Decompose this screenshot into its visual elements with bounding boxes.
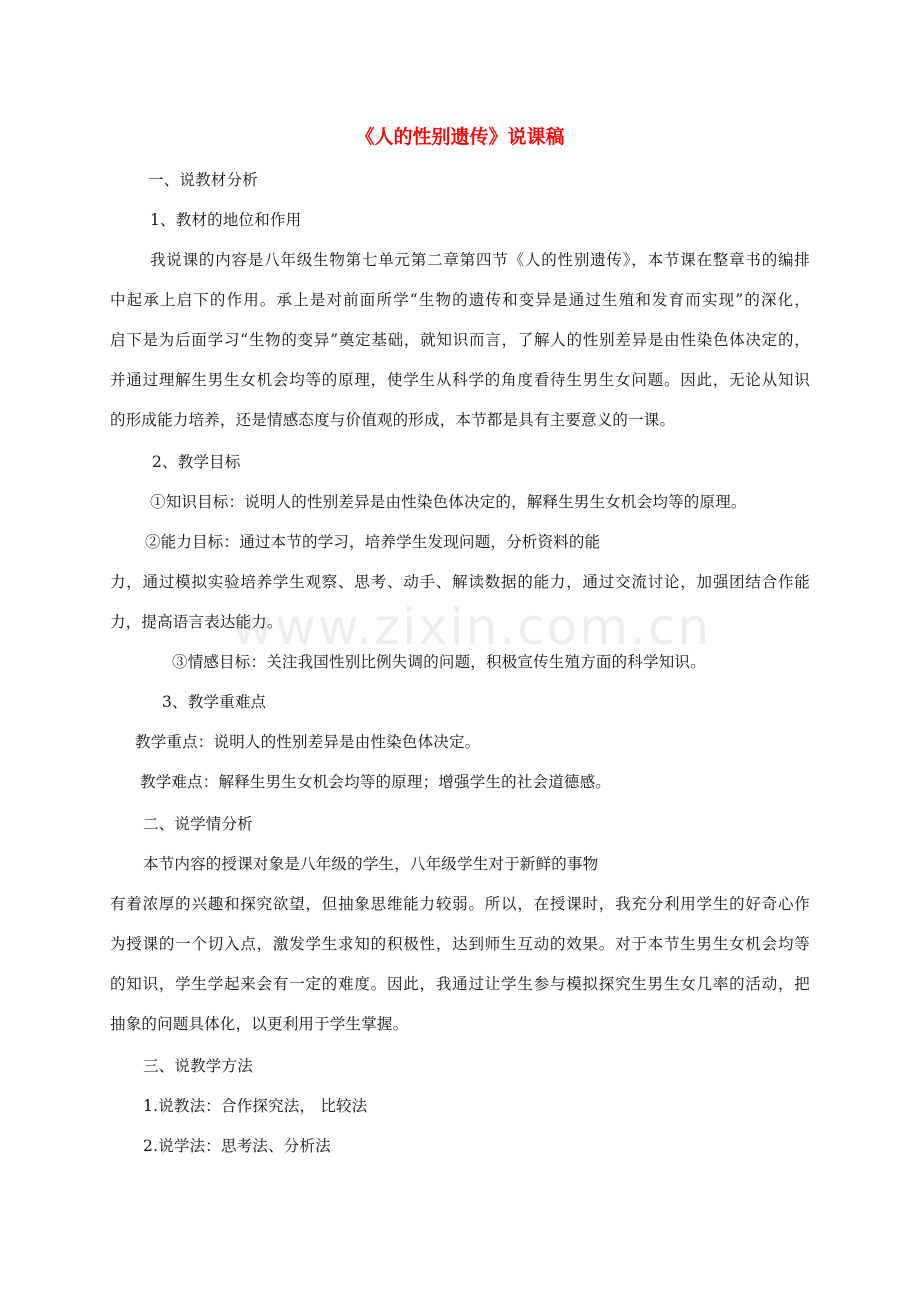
paragraph-line: 的知识，学生学起来会有一定的难度。因此，我通过让学生参与模拟探究生男生女几率的活动，把 [110,975,810,993]
list-item: 2.说学法：思考法、分析法 [143,1137,331,1155]
paragraph-line: 力，提高语言表达能力。 [110,613,283,631]
paragraph-line: 教学难点：解释生男生女机会均等的原理；增强学生的社会道德感。 [140,773,612,791]
paragraph-line: 本节内容的授课对象是八年级的学生，八年级学生对于新鲜的事物 [143,855,599,873]
subsection-heading: 1、教材的地位和作用 [150,211,302,229]
list-item: 1.说教法：合作探究法， 比较法 [143,1097,368,1115]
subsection-heading: 3、教学重难点 [162,693,267,711]
paragraph-line: ③情感目标：关注我国性别比例失调的问题，积极宣传生殖方面的科学知识。 [172,653,706,671]
watermark: www.zixin.com.cn [232,598,712,656]
paragraph-line: 力，通过模拟实验培养学生观察、思考、动手、解读数据的能力，通过交流讨论，加强团结合作能 [110,573,810,591]
paragraph-line: ①知识目标：说明人的性别差异是由性染色体决定的，解释生男生女机会均等的原理。 [150,493,747,511]
section-heading: 三、说教学方法 [143,1057,253,1075]
section-heading: 二、说学情分析 [143,815,253,833]
paragraph-line: 中起承上启下的作用。承上是对前面所学“生物的遗传和变异是通过生殖和发育而实现”的深化， [110,291,810,309]
paragraph-line: 为授课的一个切入点，激发学生求知的积极性，达到师生互动的效果。对于本节生男生女机会均等 [110,935,810,953]
section-heading: 一、说教材分析 [148,171,258,189]
paragraph-line: 教学重点：说明人的性别差异是由性染色体决定。 [135,733,481,751]
paragraph-line: 我说课的内容是八年级生物第七单元第二章第四节《人的性别遗传》，本节课在整章书的编排 [150,251,810,269]
paragraph-line: 的形成能力培养，还是情感态度与价值观的形成，本节都是具有主要意义的一课。 [110,411,676,429]
paragraph-line: 启下是为后面学习“生物的变异”奠定基础，就知识而言，了解人的性别差异是由性染色体决定的， [110,331,810,349]
paragraph-line: 抽象的问题具体化，以更利用于学生掌握。 [110,1015,409,1033]
paragraph-line: 并通过理解生男生女机会均等的原理，使学生从科学的角度看待生男生女问题。因此，无论从知识 [110,371,810,389]
paragraph-line: ②能力目标：通过本节的学习，培养学生发现问题，分析资料的能 [145,533,601,551]
subsection-heading: 2、教学目标 [152,453,241,471]
document-title: 《人的性别遗传》说课稿 [355,126,565,148]
paragraph-line: 有着浓厚的兴趣和探究欲望，但抽象思维能力较弱。所以，在授课时，我充分利用学生的好奇心作 [110,895,810,913]
